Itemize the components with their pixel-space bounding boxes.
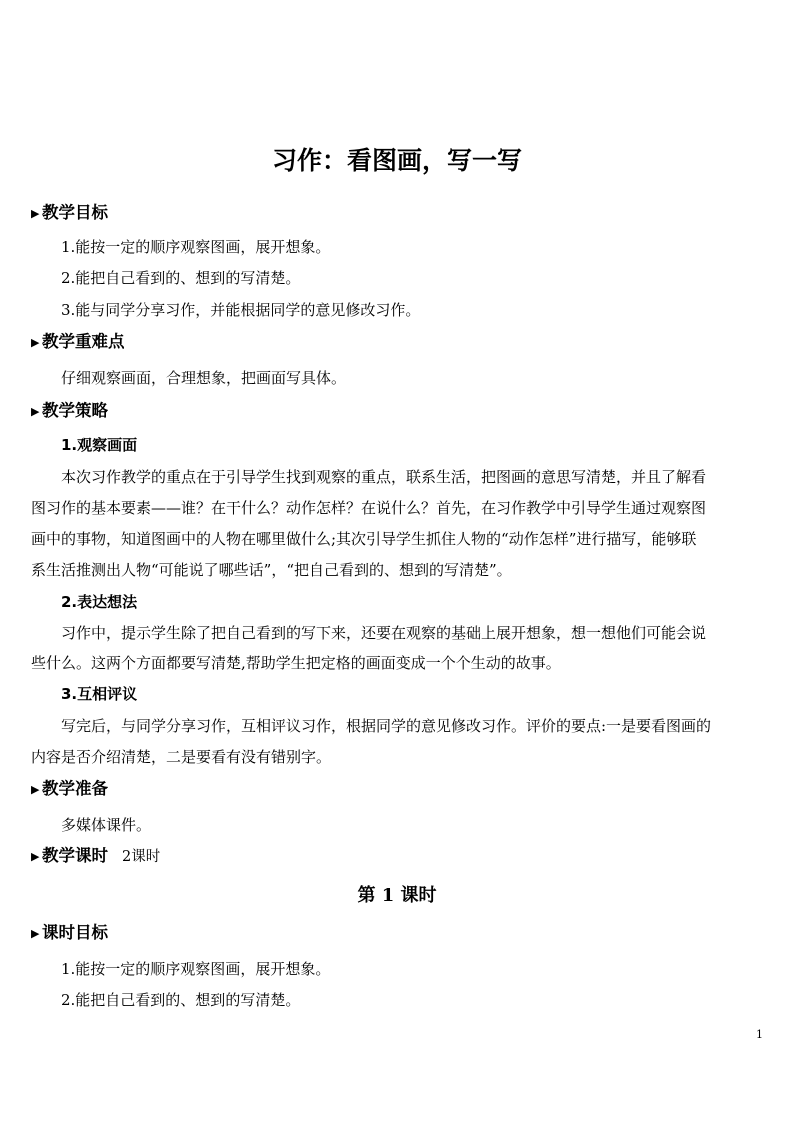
strategy-subheading-express: 2.表达想法 (61, 593, 138, 611)
triangle-bullet-icon: ▶ (31, 850, 40, 863)
paragraph-line: 系生活推测出人物“可能说了哪些话”，“把自己看到的、想到的写清楚”。 (31, 561, 512, 579)
triangle-bullet-icon: ▶ (31, 336, 40, 349)
paragraph-line: 图习作的基本要素——谁？在干什么？动作怎样？在说什么？首先，在习作教学中引导学生通过观察图 (31, 499, 707, 517)
goal-item: 2.能把自己看到的、想到的写清楚。 (61, 269, 301, 287)
hours-value: 2课时 (122, 849, 161, 865)
paragraph-line: 本次习作教学的重点在于引导学生找到观察的重点，联系生活，把图画的意思写清楚，并且了解看 (61, 468, 707, 486)
strategy-subheading-observe: 1.观察画面 (61, 436, 138, 454)
difficulty-text: 仔细观察画面，合理想象，把画面写具体。 (61, 369, 347, 387)
triangle-bullet-icon: ▶ (31, 405, 40, 418)
lesson-goal-item: 2.能把自己看到的、想到的写清楚。 (61, 991, 301, 1009)
triangle-bullet-icon: ▶ (31, 207, 40, 220)
triangle-bullet-icon: ▶ (31, 783, 40, 796)
paragraph-line: 写完后，与同学分享习作，互相评议习作，根据同学的意见修改习作。评价的要点:一是要看图画的 (61, 717, 712, 735)
section-heading-difficulty: ▶ 教学重难点 (31, 331, 125, 354)
goal-item: 1.能按一定的顺序观察图画，展开想象。 (61, 238, 331, 256)
section-heading-hours: ▶ 教学课时 2课时 (31, 845, 160, 868)
section-heading-lesson-goals: ▶ 课时目标 (31, 922, 108, 945)
preparation-text: 多媒体课件。 (61, 816, 152, 834)
paragraph-line: 内容是否介绍清楚，二是要看有没有错别字。 (31, 748, 332, 766)
page-title: 习作：看图画，写一写 (271, 146, 522, 175)
section-heading-strategy: ▶ 教学策略 (31, 400, 108, 423)
lesson-title: 第 1 课时 (357, 885, 437, 906)
goal-item: 3.能与同学分享习作，并能根据同学的意见修改习作。 (61, 301, 421, 319)
section-heading-goals: ▶ 教学目标 (31, 202, 108, 225)
paragraph-line: 些什么。这两个方面都要写清楚,帮助学生把定格的画面变成一个个生动的故事。 (31, 654, 561, 672)
strategy-subheading-review: 3.互相评议 (61, 685, 138, 703)
lesson-goal-item: 1.能按一定的顺序观察图画，展开想象。 (61, 960, 331, 978)
triangle-bullet-icon: ▶ (31, 927, 40, 940)
section-heading-preparation: ▶ 教学准备 (31, 778, 108, 801)
paragraph-line: 习作中，提示学生除了把自己看到的写下来，还要在观察的基础上展开想象，想一想他们可能会说 (61, 624, 707, 642)
paragraph-line: 画中的事物，知道图画中的人物在哪里做什么;其次引导学生抓住人物的“动作怎样”进行描写，能够联 (31, 530, 697, 548)
page-number: 1 (756, 1028, 763, 1041)
